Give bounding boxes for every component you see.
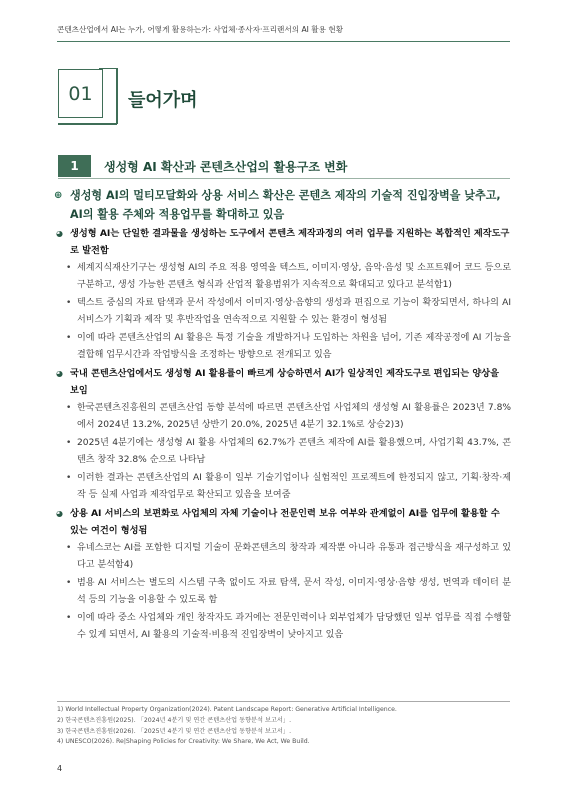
chapter-title: 들어가며 [128, 90, 198, 111]
dot-bullet-icon: • [66, 298, 72, 308]
chapter-box-decoration-bottom [58, 123, 117, 125]
list-item-text: 이에 따라 중소 사업체와 개인 창작자도 과거에는 전문인력이나 외부업체가 담당했던 일부 업무를 직접 수행할 수 있게 되면서, AI 활용의 기술적·비용적 진입장벽이 낮아지고 있음 [77, 613, 511, 640]
circle-bullet-icon: ◕ [56, 229, 63, 238]
dot-bullet-icon: • [66, 543, 72, 553]
chapter-number-box [58, 69, 103, 118]
footnote: 4) UNESCO(2026). Re|Shaping Policies for Creativity: We Share, We Act, We Build. [57, 738, 310, 746]
footnote: 1) World Intellectual Property Organization(2024). Patent Landscape Report: Generative Artificial Intelligence. [57, 706, 397, 713]
dot-bullet-icon: • [66, 333, 72, 343]
dot-bullet-icon: • [66, 578, 72, 588]
dot-bullet-icon: • [66, 403, 72, 413]
subpoint-heading-text: 국내 콘텐츠산업에서도 생성형 AI 활용률이 빠르게 상승하면서 AI가 일상적인 제작도구로 편입되는 양상을 보임 [70, 368, 499, 396]
list-item [66, 470, 511, 504]
dot-bullet-icon: • [66, 263, 72, 273]
header-divider [57, 41, 510, 42]
dot-bullet-icon: • [66, 613, 72, 623]
list-item-text: 범용 AI 서비스는 별도의 시스템 구축 없이도 자료 탐색, 문서 작성, 이미지·영상·음향 생성, 번역과 데이터 분석 등의 기능을 이용할 수 있도록 함 [77, 578, 511, 605]
dot-bullet-icon: • [66, 438, 72, 448]
body-content [54, 186, 511, 645]
list-item [66, 575, 511, 609]
list-item-text: 한국콘텐츠진흥원의 콘텐츠산업 동향 분석에 따르면 콘텐츠산업 사업체의 생성형 AI 활용률은 2023년 7.8%에서 2024년 13.2%, 2025년 상반기 20.0%, 2025년 4분기 32.1%로 상승2)3) [77, 403, 511, 430]
subpoint-heading [56, 505, 511, 539]
main-point-text: 생성형 AI의 멀티모달화와 상용 서비스 확산은 콘텐츠 제작의 기술적 진입장벽을 낮추고, AI의 활용 주체와 적용업무를 확대하고 있음 [70, 189, 501, 221]
subpoint-heading [56, 225, 511, 259]
list-item [66, 330, 511, 364]
subpoint-heading-text: 상용 AI 서비스의 보편화로 사업체의 자체 기술이나 전문인력 보유 여부와 관계없이 AI를 업무에 활용할 수 있는 여건이 형성됨 [70, 508, 500, 536]
dot-bullet-icon: • [66, 473, 72, 483]
running-header: 콘텐츠산업에서 AI는 누가, 어떻게 활용하는가: 사업체·종사자·프리랜서의 AI 활용 현황 [57, 25, 344, 34]
list-item-text: 세계지식재산기구는 생성형 AI의 주요 적용 영역을 텍스트, 이미지·영상, 음악·음성 및 소프트웨어 코드 등으로 구분하고, 생성 가능한 콘텐츠 형식과 산업적 활용범위가 지속적으로 확대되고 있다고 분석함1) [77, 263, 511, 290]
list-item-text: 2025년 4분기에는 생성형 AI 활용 사업체의 62.7%가 콘텐츠 제작에 AI를 활용했으며, 사업기획 43.7%, 콘텐츠 창작 32.8% 순으로 나타남 [77, 438, 511, 465]
list-item [66, 400, 511, 434]
list-item-text: 이러한 결과는 콘텐츠산업의 AI 활용이 일부 기술기업이나 실험적인 프로젝트에 한정되지 않고, 기획·창작·제작 등 실제 사업과 제작업무로 확산되고 있음을 보여줌 [77, 473, 511, 500]
footnote: 2) 한국콘텐츠진흥원(2025). 「2024년 4분기 및 연간 콘텐츠산업 동향분석 보고서」. [57, 716, 292, 724]
list-item-text: 이에 따라 콘텐츠산업의 AI 활용은 특정 기술을 개발하거나 도입하는 차원을 넘어, 기존 제작공정에 AI 기능을 결합해 업무시간과 작업방식을 조정하는 방향으로 전개되고 있음 [77, 333, 511, 360]
chapter-box-decoration-side [116, 68, 118, 124]
section-title: 생성형 AI 확산과 콘텐츠산업의 활용구조 변화 [104, 160, 348, 174]
target-bullet-icon: ⊕ [54, 190, 63, 201]
section-divider [58, 178, 510, 179]
chapter-number: 01 [68, 82, 93, 105]
list-item [66, 540, 511, 574]
subpoint-heading [56, 365, 511, 399]
page-number: 4 [57, 764, 63, 773]
list-item [66, 610, 511, 644]
list-item [66, 295, 511, 329]
list-item-text: 텍스트 중심의 자료 탐색과 문서 작성에서 이미지·영상·음향의 생성과 편집으로 기능이 확장되면서, 하나의 AI 서비스가 기획과 제작 및 후반작업을 연속적으로 지원할 수 있는 환경이 형성됨 [77, 298, 511, 325]
main-point [54, 186, 511, 224]
list-item-text: 유네스코는 AI를 포함한 디지털 기술이 문화콘텐츠의 창작과 제작뿐 아니라 유통과 접근방식을 재구성하고 있다고 분석함4) [77, 543, 511, 570]
subpoint-heading-text: 생성형 AI는 단일한 결과물을 생성하는 도구에서 콘텐츠 제작과정의 여러 업무를 지원하는 복합적인 제작도구로 발전함 [70, 228, 510, 256]
list-item [66, 435, 511, 469]
circle-bullet-icon: ◕ [56, 509, 63, 518]
list-item [66, 260, 511, 294]
footnote: 3) 한국콘텐츠진흥원(2026). 「2025년 4분기 및 연간 콘텐츠산업 동향분석 보고서」. [57, 727, 292, 735]
circle-bullet-icon: ◕ [56, 369, 63, 378]
footnotes [57, 705, 397, 748]
footnote-divider [57, 701, 510, 702]
section-number-badge: 1 [58, 155, 91, 177]
